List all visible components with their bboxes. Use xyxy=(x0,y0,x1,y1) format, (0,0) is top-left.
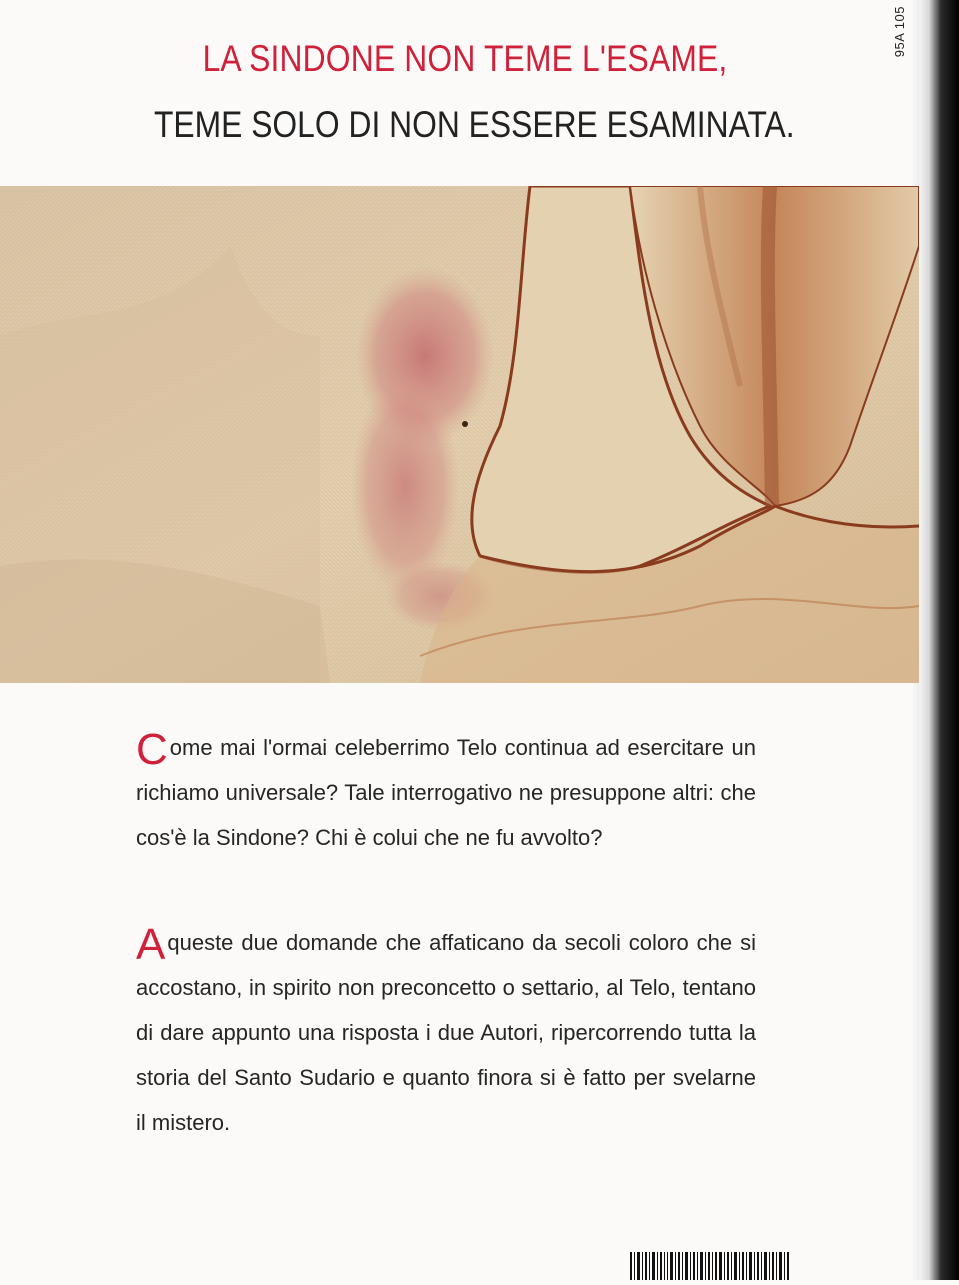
shroud-cloth-photo xyxy=(0,186,919,683)
paragraph-1-text: ome mai l'ormai celeberrimo Telo continua ad esercitare un richiamo universale? Tale interrogativo ne presuppone altri: che cos'è la Sindone? Chi è colui che ne fu avvolto? xyxy=(136,735,756,850)
paragraph-2 xyxy=(136,920,756,1145)
paragraph-2-text: queste due domande che affaticano da secoli coloro che si accostano, in spirito non preconcetto o settario, al Telo, tentano di dare appunto una risposta i due Autori, ripercorrendo tutta la storia del Santo Sudario e quanto finora si è fatto per svelarne il mistero. xyxy=(136,930,756,1135)
dropcap-a: A xyxy=(136,920,166,969)
headline-line-2: TEME SOLO DI NON ESSERE ESAMINATA. xyxy=(153,104,795,145)
catalog-code: 95A 105 xyxy=(892,6,907,58)
dropcap-c: C xyxy=(136,725,168,774)
spine-shadow xyxy=(919,0,959,1280)
headline-line-1: LA SINDONE NON TEME L'ESAME, xyxy=(202,38,728,79)
paragraph-1 xyxy=(136,725,756,860)
barcode xyxy=(630,1252,790,1280)
